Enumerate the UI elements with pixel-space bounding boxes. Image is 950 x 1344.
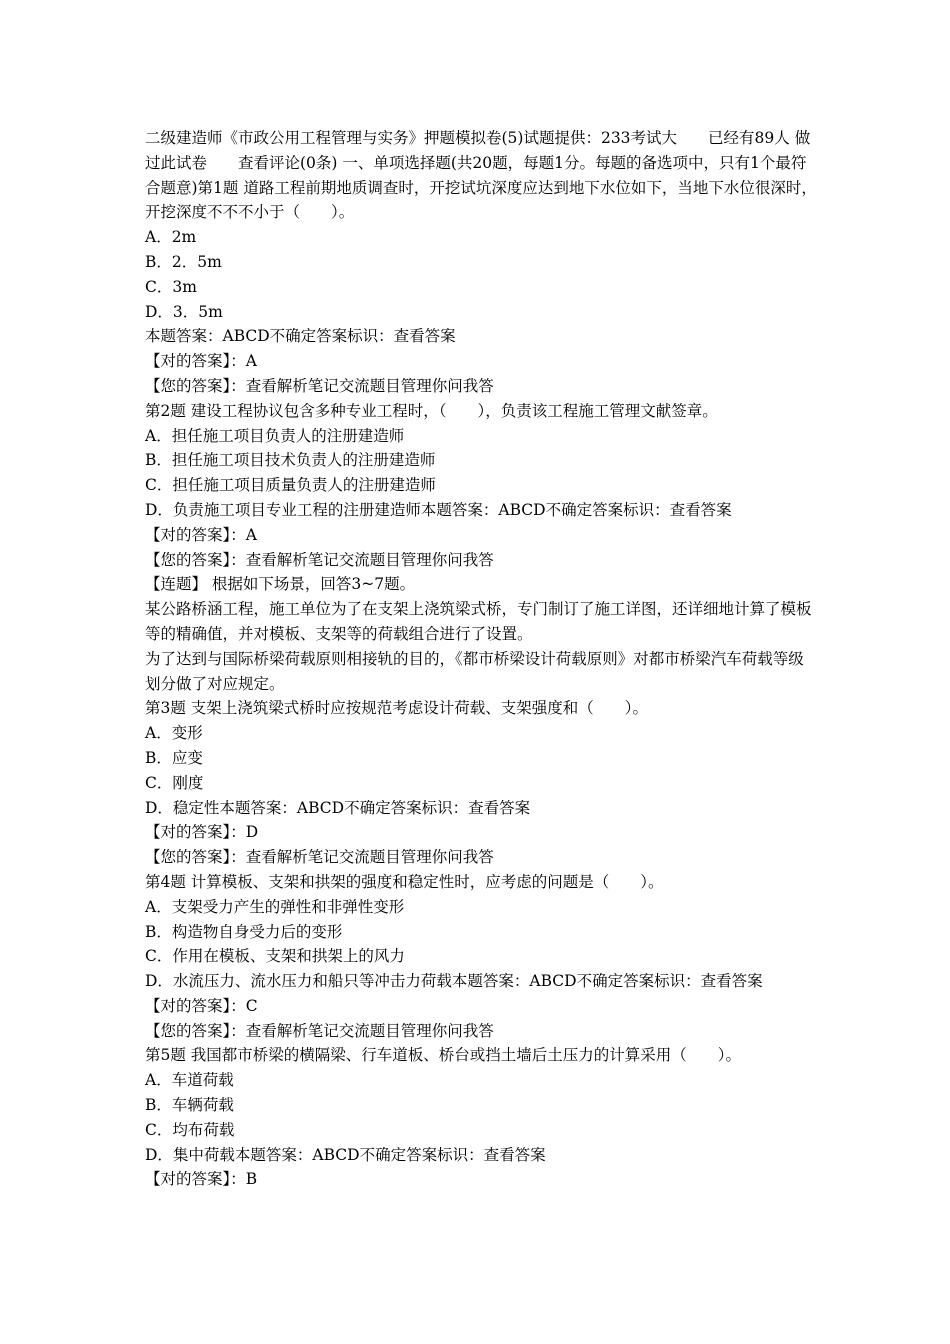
- q1-option-d: D．3．5m: [145, 302, 223, 321]
- q2-option-c: C．担任施工项目质量负责人的注册建造师: [145, 476, 436, 495]
- q3-option-a: A．变形: [145, 724, 203, 743]
- q5-question: 第5题 我国都市桥梁的横隔梁、行车道板、桥台或挡土墙后土压力的计算采用（ ）。: [145, 1046, 742, 1065]
- q5-correct-answer: 【对的答案】：B: [145, 1170, 258, 1189]
- q1-your-answer: 【您的答案】：查看解析笔记交流题目管理你问我答: [145, 376, 494, 395]
- q3-correct-answer: 【对的答案】：D: [145, 823, 259, 842]
- q1-answer-line: 本题答案：ABCD不确定答案标识：查看答案: [145, 327, 456, 346]
- linked-questions-header: 【连题】 根据如下场景，回答3~7题。: [145, 575, 416, 594]
- q2-question: 第2题 建设工程协议包含多种专业工程时，（ ），负责该工程施工管理文献签章。: [145, 401, 718, 420]
- q5-option-b: B．车辆荷载: [145, 1096, 234, 1115]
- q1-option-a: A．2m: [145, 228, 197, 247]
- q5-option-a: A．车道荷载: [145, 1071, 234, 1090]
- q3-option-d: D．稳定性本题答案：ABCD不确定答案标识：查看答案: [145, 798, 531, 817]
- q4-option-d: D．水流压力、流水压力和船只等冲击力荷载本题答案：ABCD不确定答案标识：查看答案: [145, 972, 763, 991]
- document-body: [145, 126, 817, 1192]
- q4-correct-answer: 【对的答案】：C: [145, 996, 258, 1015]
- q4-question: 第4题 计算模板、支架和拱架的强度和稳定性时，应考虑的问题是（ ）。: [145, 872, 664, 891]
- q5-option-c: C．均布荷载: [145, 1120, 235, 1139]
- q1-option-b: B．2．5m: [145, 252, 222, 271]
- q2-option-d: D．负责施工项目专业工程的注册建造师本题答案：ABCD不确定答案标识：查看答案: [145, 500, 732, 519]
- q4-option-c: C．作用在模板、支架和拱架上的风力: [145, 947, 405, 966]
- q2-your-answer: 【您的答案】：查看解析笔记交流题目管理你问我答: [145, 550, 494, 569]
- scenario-paragraph-2: 为了达到与国际桥梁荷载原则相接轨的目的，《都市桥梁设计荷载原则》对都市桥梁汽车荷载等级划分做了对应规定。: [145, 649, 804, 693]
- q4-your-answer: 【您的答案】：查看解析笔记交流题目管理你问我答: [145, 1021, 494, 1040]
- q2-option-b: B．担任施工项目技术负责人的注册建造师: [145, 451, 436, 470]
- q4-option-b: B．构造物自身受力后的变形: [145, 922, 343, 941]
- q3-your-answer: 【您的答案】：查看解析笔记交流题目管理你问我答: [145, 848, 494, 867]
- q5-option-d: D．集中荷载本题答案：ABCD不确定答案标识：查看答案: [145, 1145, 546, 1164]
- q3-question: 第3题 支架上浇筑梁式桥时应按规范考虑设计荷载、支架强度和（ ）。: [145, 699, 649, 718]
- q3-option-b: B．应变: [145, 748, 203, 767]
- scenario-paragraph-1: 某公路桥涵工程，施工单位为了在支架上浇筑梁式桥，专门制订了施工详图，还详细地计算了模板等的精确值，并对模板、支架等的荷载组合进行了设置。: [145, 600, 812, 643]
- q2-option-a: A．担任施工项目负责人的注册建造师: [145, 426, 405, 445]
- q4-option-a: A．支架受力产生的弹性和非弹性变形: [145, 897, 405, 916]
- intro-paragraph: 二级建造师《市政公用工程管理与实务》押题模拟卷(5)试题提供：233考试大 已经有89人 做过此试卷 查看评论(0条) 一、单项选择题(共20题，每题1分。每题的备选项中，只有1个最符合题意)第1题 道路工程前期地质调查时，开挖试坑深度应达到地下水位如下，当地下水位很深时，开挖深度不不不小于（ ）。: [145, 129, 817, 222]
- q3-option-c: C．刚度: [145, 773, 204, 792]
- q2-correct-answer: 【对的答案】：A: [145, 525, 257, 544]
- q1-correct-answer: 【对的答案】：A: [145, 352, 257, 371]
- q1-option-c: C．3m: [145, 277, 197, 296]
